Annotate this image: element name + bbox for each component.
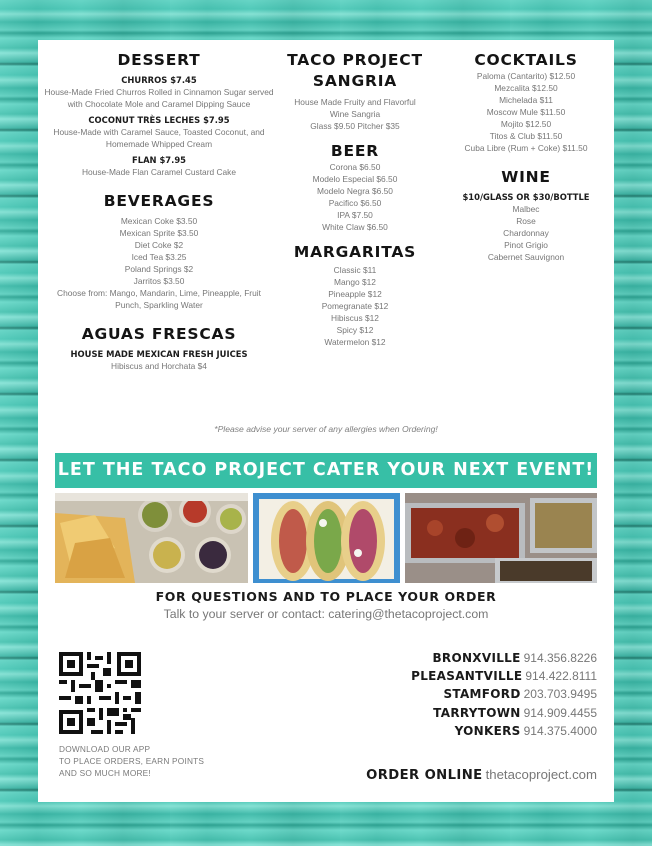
left-column [44, 50, 274, 372]
wine-heading: WINE [501, 168, 551, 186]
location-name: STAMFORD [443, 687, 521, 702]
aguas-line: Hibiscus and Horchata $4 [111, 361, 207, 371]
catering-banner: LET THE TACO PROJECT CATER YOUR NEXT EVENT! [55, 453, 597, 488]
beverage-line: Iced Tea $3.25 [131, 252, 187, 262]
app-promo [59, 743, 259, 779]
margarita-line: Pineapple $12 [328, 289, 382, 299]
cocktail-line: Moscow Mule $11.50 [486, 107, 566, 117]
location-phone[interactable]: 203.703.9495 [523, 687, 597, 702]
wine-line: Cabernet Sauvignon [487, 252, 565, 262]
churros-name: CHURROS $7.45 [121, 75, 197, 85]
cocktail-line: Paloma (Cantarito) $12.50 [476, 71, 576, 81]
beverage-line: Jarritos $3.50 [133, 276, 185, 286]
catering-photo-meat-trays [405, 493, 597, 583]
location-name: BRONXVILLE [432, 651, 521, 665]
location-row [411, 704, 597, 722]
locations-list [411, 649, 597, 740]
beverage-line: Poland Springs $2 [124, 264, 194, 274]
margarita-line: Spicy $12 [336, 325, 374, 335]
location-phone[interactable]: 914.422.8111 [525, 669, 597, 684]
sangria-line: Wine Sangria [329, 109, 381, 119]
allergy-note: *Please advise your server of any allergies when Ordering! [214, 424, 438, 434]
location-phone[interactable]: 914.375.4000 [523, 723, 597, 738]
beer-line: Corona $6.50 [329, 162, 381, 172]
location-row [411, 667, 597, 685]
wine-line: Malbec [512, 204, 540, 214]
margarita-line: Hibiscus $12 [331, 313, 379, 323]
beverages-heading: BEVERAGES [103, 192, 215, 210]
beverage-line: Diet Coke $2 [134, 240, 184, 250]
order-online-label: ORDER ONLINE [366, 768, 483, 783]
app-promo-line: DOWNLOAD OUR APP [59, 744, 151, 754]
sangria-line: House Made Fruity and Flavorful [294, 97, 416, 107]
qr-code[interactable] [59, 652, 141, 734]
cocktail-line: Titos & Club $11.50 [489, 131, 563, 141]
location-row [411, 722, 597, 740]
margaritas-heading: MARGARITAS [293, 243, 417, 261]
menu-page [38, 40, 614, 802]
flan-desc: House-Made Flan Caramel Custard Cake [81, 167, 237, 177]
cocktail-line: Mezcalita $12.50 [494, 83, 558, 93]
catering-contact[interactable]: Talk to your server or contact: catering@thetacoproject.com [163, 607, 489, 621]
location-phone[interactable]: 914.909.4455 [523, 705, 597, 720]
cocktails-heading: COCKTAILS [474, 51, 578, 69]
location-name: PLEASANTVILLE [411, 669, 523, 684]
wine-line: Pinot Grigio [504, 240, 548, 250]
beer-heading: BEER [330, 142, 380, 160]
catering-photo-tacos [253, 493, 400, 583]
wine-line: Rose [516, 216, 536, 226]
cocktail-line: Cuba Libre (Rum + Coke) $11.50 [464, 143, 588, 153]
cocktail-line: Mojito $12.50 [500, 119, 552, 129]
margarita-line: Pomegranate $12 [321, 301, 389, 311]
location-row [411, 685, 597, 703]
beer-line: Modelo Especial $6.50 [312, 174, 398, 184]
cocktail-line: Michelada $11 [499, 95, 553, 105]
dessert-heading: DESSERT [117, 51, 201, 69]
beer-line: Pacifico $6.50 [328, 198, 382, 208]
wine-line: Chardonnay [503, 228, 549, 238]
location-phone[interactable]: 914.356.8226 [523, 651, 597, 665]
sangria-line: Glass $9.50 Pitcher $35 [310, 121, 400, 131]
beer-line: IPA $7.50 [337, 210, 373, 220]
catering-photo-chips-salsa [55, 493, 248, 583]
churros-desc: House-Made Fried Churros Rolled in Cinnamon Sugar served with Chocolate Mole and Caramel Dipping Sauce [44, 87, 274, 109]
location-name: YONKERS [454, 723, 521, 738]
margarita-line: Classic $11 [333, 265, 377, 275]
order-online [366, 767, 597, 783]
middle-column [274, 50, 436, 348]
app-promo-line: AND SO MUCH MORE! [59, 768, 151, 778]
wine-subtitle: $10/GLASS OR $30/BOTTLE [462, 192, 590, 202]
margarita-line: Mango $12 [334, 277, 376, 287]
beer-line: Modelo Negra $6.50 [317, 186, 393, 196]
beer-line: White Claw $6.50 [322, 222, 388, 232]
location-name: TARRYTOWN [433, 705, 521, 720]
aguas-heading: AGUAS FRESCAS [81, 325, 237, 343]
beverage-line: Mexican Sprite $3.50 [119, 228, 199, 238]
order-online-link[interactable]: thetacoproject.com [485, 767, 597, 782]
tres-leches-name: COCONUT TRÈS LECHES $7.95 [88, 115, 230, 125]
tres-leches-desc: House-Made with Caramel Sauce, Toasted Coconut, and Homemade Whipped Cream [53, 127, 265, 149]
right-column [446, 50, 606, 263]
flan-name: FLAN $7.95 [132, 155, 186, 165]
jarritos-flavors: Choose from: Mango, Mandarin, Lime, Pineapple, Fruit Punch, Sparkling Water [57, 288, 261, 310]
catering-question: FOR QUESTIONS AND TO PLACE YOUR ORDER [155, 589, 497, 604]
beverage-line: Mexican Coke $3.50 [120, 216, 198, 226]
aguas-subtitle: HOUSE MADE MEXICAN FRESH JUICES [70, 349, 248, 359]
sangria-heading: TACO PROJECT SANGRIA [287, 51, 423, 90]
app-promo-line: TO PLACE ORDERS, EARN POINTS [59, 756, 205, 766]
location-row [411, 649, 597, 667]
margarita-line: Watermelon $12 [324, 337, 386, 347]
